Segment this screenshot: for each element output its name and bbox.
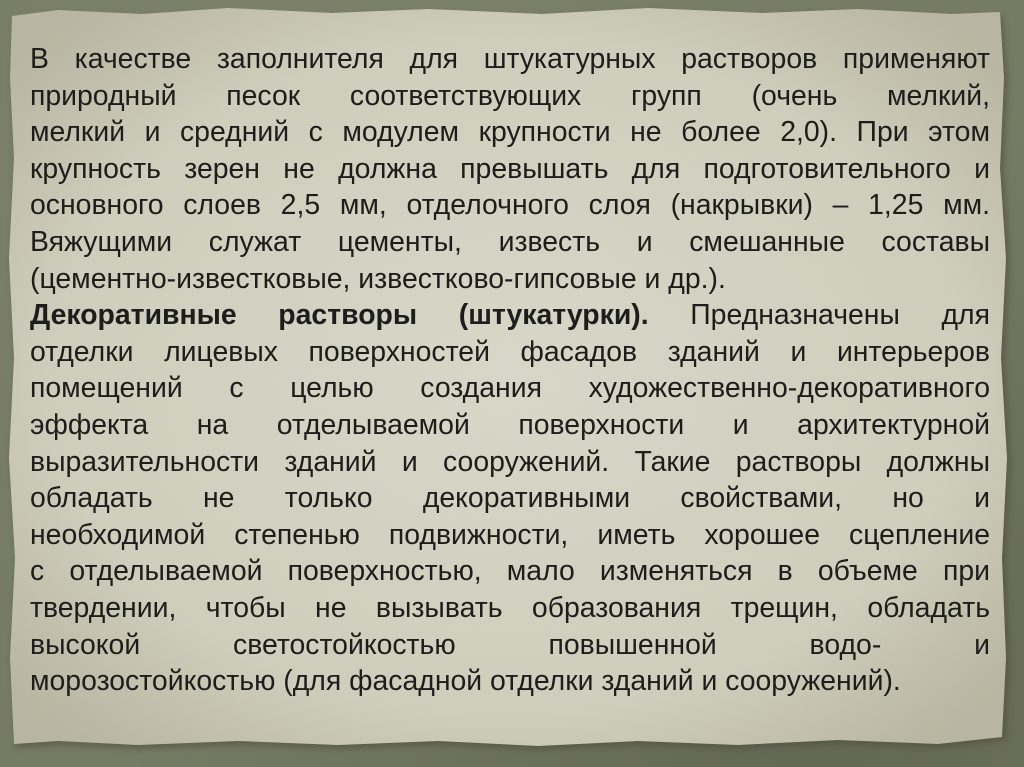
paragraph-2 [30,297,990,700]
text-line: с отделываемой поверхностью, мало изменяться в объеме при [30,555,990,588]
text-line: Вяжущими служат цементы, известь и смешанные составы [30,225,990,258]
text-line: обладать не только декоративными свойствами, но и [30,482,990,515]
section-heading: Декоративные растворы (штукатурки). [30,299,649,332]
text-line: отделки лицевых поверхностей фасадов зданий и интерьеров [30,335,990,368]
text-line: основного слоев 2,5 мм, отделочного слоя (накрывки) – 1,25 мм. [30,189,990,222]
text-line: выразительности зданий и сооружений. Такие растворы должны [30,445,990,478]
text-line: мелкий и средний с модулем крупности не более 2,0). При этом [30,116,990,149]
text-line: эффекта на отделываемой поверхности и архитектурной [30,408,990,441]
text-line: морозостойкостью (для фасадной отделки зданий и сооружений). [30,665,901,698]
paragraph-1 [30,41,990,297]
text-fragment: Предназначены для [648,299,990,332]
text-line: (цементно-известковые, известково-гипсовые и др.). [30,262,726,295]
text-line: твердении, чтобы не вызывать образования трещин, обладать [30,591,990,624]
slide-text [30,41,990,700]
paragraph-2-first-line [30,297,990,334]
text-line: помещений с целью создания художественно-декоративного [30,372,990,405]
text-line: природный песок соответствующих групп (очень мелкий, [30,79,990,112]
text-line: крупность зерен не должна превышать для подготовительного и [30,152,990,185]
text-line: В качестве заполнителя для штукатурных растворов применяют [30,43,990,75]
text-line: высокой светостойкостью повышенной водо- и [30,628,990,661]
text-line: необходимой степенью подвижности, иметь хорошее сцепление [30,518,990,551]
